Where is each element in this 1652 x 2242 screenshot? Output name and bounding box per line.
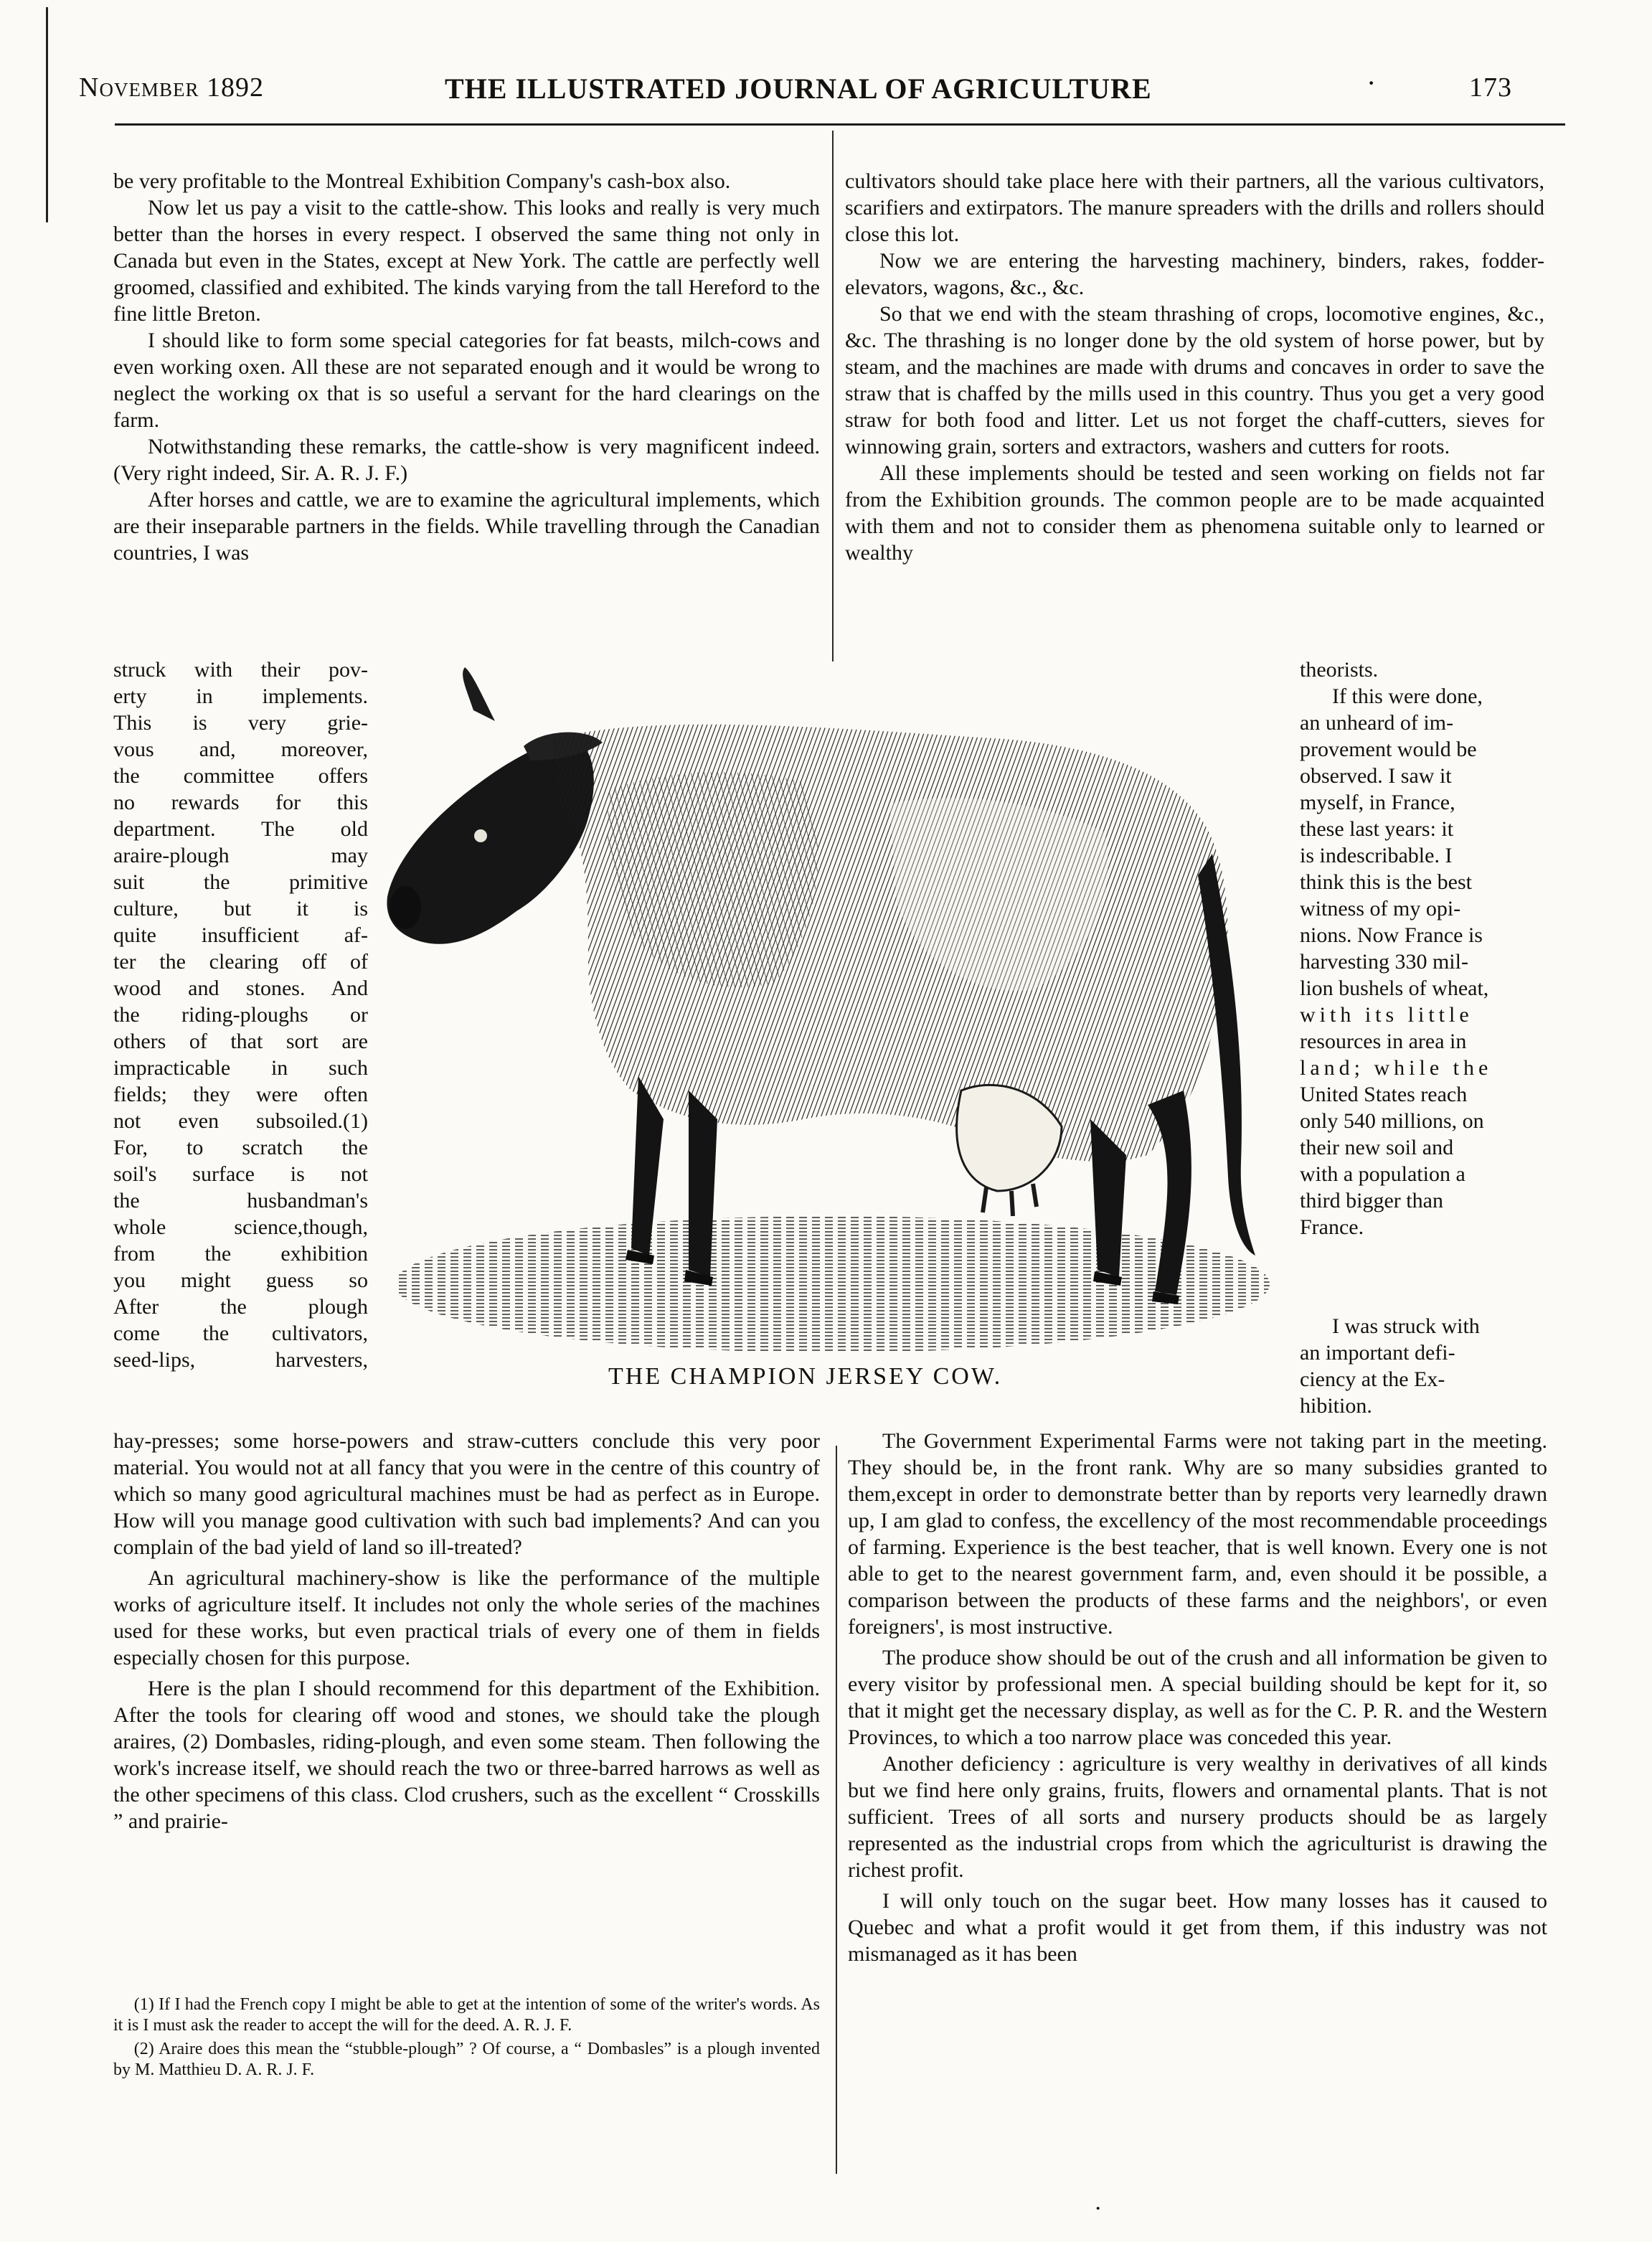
binding-margin-line — [46, 7, 48, 222]
text-line: I was struck with — [1332, 1314, 1480, 1338]
text-line: France. — [1300, 1215, 1364, 1239]
text-line: nions. Now France is — [1300, 923, 1483, 947]
text-line: erty in implements. — [113, 684, 368, 708]
text-line: think this is the best — [1300, 870, 1472, 894]
text-line: you might guess so — [113, 1268, 368, 1292]
text-line: department. The old — [113, 817, 368, 841]
figure-caption: THE CHAMPION JERSEY COW. — [608, 1363, 1003, 1390]
text-line: seed-lips, harvesters, — [113, 1348, 368, 1372]
text-line: United States reach — [1300, 1083, 1468, 1106]
text-line: come the cultivators, — [113, 1322, 368, 1345]
right-column-bottom — [848, 1428, 1547, 1967]
text-line: lion bushels of wheat, — [1300, 976, 1489, 1000]
right-column-top — [845, 168, 1544, 566]
footnote: (2) Araire does this mean the “stubble-plough” ? Of course, a “ Dombasles” is a plough invented by M. Matthieu D. A. R. J. F. — [113, 2040, 820, 2079]
text-line: impracticable in such — [113, 1056, 368, 1080]
text-line: For, to scratch the — [113, 1136, 368, 1159]
text-line: the husbandman's — [113, 1189, 368, 1212]
paragraph: Here is the plan I should recommend for this department of the Exhibition. After the tools for clearing off wood and stones, we should take the plough araires, (2) Dombasles, riding-plough, and even some steam. Then following the work's increase itself, we should reach the two or three-barred harrows as well as the other specimens of this class. Clod crushers, such as the excellent “ Crosskills ” and prairie- — [113, 1677, 820, 1833]
text-line: If this were done, — [1332, 684, 1483, 708]
text-line: harvesting 330 mil- — [1300, 950, 1468, 974]
paragraph: All these implements should be tested and seen working on fields not far from the Exhibition grounds. The common people are to be made acquainted with them and not to consider them as phenomena suitable only to learned or wealthy — [845, 461, 1544, 565]
text-line: observed. I saw it — [1300, 764, 1452, 788]
column-divider-bottom — [836, 1446, 837, 2174]
text-line: soil's surface is not — [113, 1162, 368, 1186]
text-line: whole science,though, — [113, 1215, 368, 1239]
right-narrow-column-lower — [1300, 1313, 1547, 1419]
paragraph: After horses and cattle, we are to examine the agricultural implements, which are their inseparable partners in the fields. While travelling through the Canadian countries, I was — [113, 488, 820, 565]
text-line: with its little — [1300, 1003, 1473, 1027]
text-line: witness of my opi- — [1300, 897, 1461, 920]
text-line: quite insufficient af- — [113, 923, 368, 947]
text-line: myself, in France, — [1300, 791, 1455, 814]
text-line: This is very grie- — [113, 711, 368, 735]
header-date: November 1892 — [79, 72, 264, 103]
text-line: with a population a — [1300, 1162, 1465, 1186]
footnotes — [113, 1994, 820, 2081]
paragraph: I will only touch on the sugar beet. How many losses has it caused to Quebec and what a profit would it get from them, if this industry was not mismanaged as it has been — [848, 1889, 1547, 1966]
header-rule — [115, 123, 1565, 126]
text-line: vous and, moreover, — [113, 738, 368, 761]
journal-title: THE ILLUSTRATED JOURNAL OF AGRICULTURE — [445, 72, 1152, 105]
left-column-bottom — [113, 1428, 820, 1834]
text-line: from the exhibition — [113, 1242, 368, 1266]
text-line: ciency at the Ex- — [1300, 1367, 1445, 1391]
text-line: is indescribable. I — [1300, 844, 1453, 867]
text-line: land; while the — [1300, 1056, 1493, 1080]
paragraph: An agricultural machinery-show is like the performance of the multiple works of agriculture itself. It includes not only the whole series of the machines used for these works, but even practical trials of every one of them in fields especially chosen for this purpose. — [113, 1566, 820, 1669]
text-line: araire-plough may — [113, 844, 368, 867]
left-column-top — [113, 168, 820, 566]
text-line: the committee offers — [113, 764, 368, 788]
text-line: these last years: it — [1300, 817, 1454, 841]
text-line: hibition. — [1300, 1394, 1372, 1418]
footnote: (1) If I had the French copy I might be able to get at the intention of some of the writer's words. As it is I must ask the reader to accept the will for the deed. A. R. J. F. — [113, 1995, 820, 2035]
paragraph: hay-presses; some horse-powers and straw-cutters conclude this very poor material. You would not at all fancy that you were in the centre of this country of which so many good agricultural machines must be had as perfect as in Europe. How will you manage good cultivation with such bad implements? And can you complain of the bad yield of land so ill-treated? — [113, 1429, 820, 1559]
text-line: After the plough — [113, 1295, 368, 1319]
paragraph: The Government Experimental Farms were not taking part in the meeting. They should be, in the front rank. Why are so many subsidies granted to them,except in order to demonstrate better than by reports very learnedly drawn up, I am glad to confess, the excellency of the most recommendable proceedings of farming. Experience is the best teacher, that is well known. Every one is not able to get to the nearest government farm, and, even should it be possible, a comparison between the products of these farms and the neighbors', or even foreigners', is most instructive. — [848, 1429, 1547, 1639]
footer-mark: · — [1094, 2195, 1103, 2222]
paragraph: I should like to form some special categories for fat beasts, milch-cows and even working oxen. All these are not separated enough and it would be wrong to neglect the working ox that is so useful a servant for the hard clearings on the farm. — [113, 329, 820, 432]
paragraph: be very profitable to the Montreal Exhibition Company's cash-box also. — [113, 169, 731, 193]
text-line: only 540 millions, on — [1300, 1109, 1484, 1133]
text-line: the riding-ploughs or — [113, 1003, 368, 1027]
text-line: others of that sort are — [113, 1030, 368, 1053]
text-line: culture, but it is — [113, 897, 368, 920]
paragraph: Notwithstanding these remarks, the cattle-show is very magnificent indeed. (Very right indeed, Sir. A. R. J. F.) — [113, 435, 820, 485]
text-line: third bigger than — [1300, 1189, 1443, 1212]
text-line: not even subsoiled.(1) — [113, 1109, 368, 1133]
text-line: an unheard of im- — [1300, 711, 1454, 735]
header-dot: · — [1367, 67, 1377, 99]
paragraph: Now we are entering the harvesting machinery, binders, rakes, fodder-elevators, wagons, &c., &c. — [845, 249, 1544, 299]
text-line: theorists. — [1300, 658, 1379, 682]
paragraph: cultivators should take place here with their partners, all the various cultivators, scarifiers and extirpators. The manure spreaders with the drills and rollers should close this lot. — [845, 169, 1544, 246]
text-line: struck with their pov- — [113, 658, 368, 682]
left-narrow-column — [113, 656, 368, 1373]
paragraph: The produce show should be out of the crush and all information be given to every visitor by professional men. A special building should be kept for it, so that it might get the necessary display, as well as for the C. P. R. and the Western Provinces, to which a too narrow place was conceded this year. — [848, 1646, 1547, 1749]
paragraph: So that we end with the steam thrashing of crops, locomotive engines, &c., &c. The thrashing is no longer done by the old system of horse power, but by steam, and the machines are made with drums and concaves in order to save the straw that is chaffed by the mills used in this country. Thus you get a very good straw for both food and litter. Let us not forget the chaff-cutters, sieves for winnowing grain, sorters and extractors, washers and cutters for roots. — [845, 302, 1544, 458]
text-line: wood and stones. And — [113, 976, 368, 1000]
paragraph: Now let us pay a visit to the cattle-show. This looks and really is very much better than the horses in every respect. I observed the same thing not only in Canada but even in the States, except at New York. The cattle are perfectly well groomed, classified and exhibited. The kinds varying from the tall Hereford to the fine little Breton. — [113, 196, 820, 326]
text-line: provement would be — [1300, 738, 1477, 761]
text-line: no rewards for this — [113, 791, 368, 814]
paragraph: Another deficiency : agriculture is very wealthy in derivatives of all kinds but we find here only grains, fruits, flowers and ornamental plants. That is not sufficient. Trees of all sorts and nursery products should be as largely represented as the industrial crops from which the agriculturist is drawing the richest profit. — [848, 1752, 1547, 1882]
right-narrow-column — [1300, 656, 1547, 1240]
text-line: their new soil and — [1300, 1136, 1454, 1159]
text-line: resources in area in — [1300, 1030, 1467, 1053]
text-line: suit the primitive — [113, 870, 368, 894]
text-line: an important defi- — [1300, 1341, 1455, 1365]
jersey-cow-illustration — [373, 660, 1284, 1363]
column-divider-top — [832, 131, 834, 661]
page-number: 173 — [1469, 72, 1512, 103]
text-line: fields; they were often — [113, 1083, 368, 1106]
text-line: ter the clearing off of — [113, 950, 368, 974]
